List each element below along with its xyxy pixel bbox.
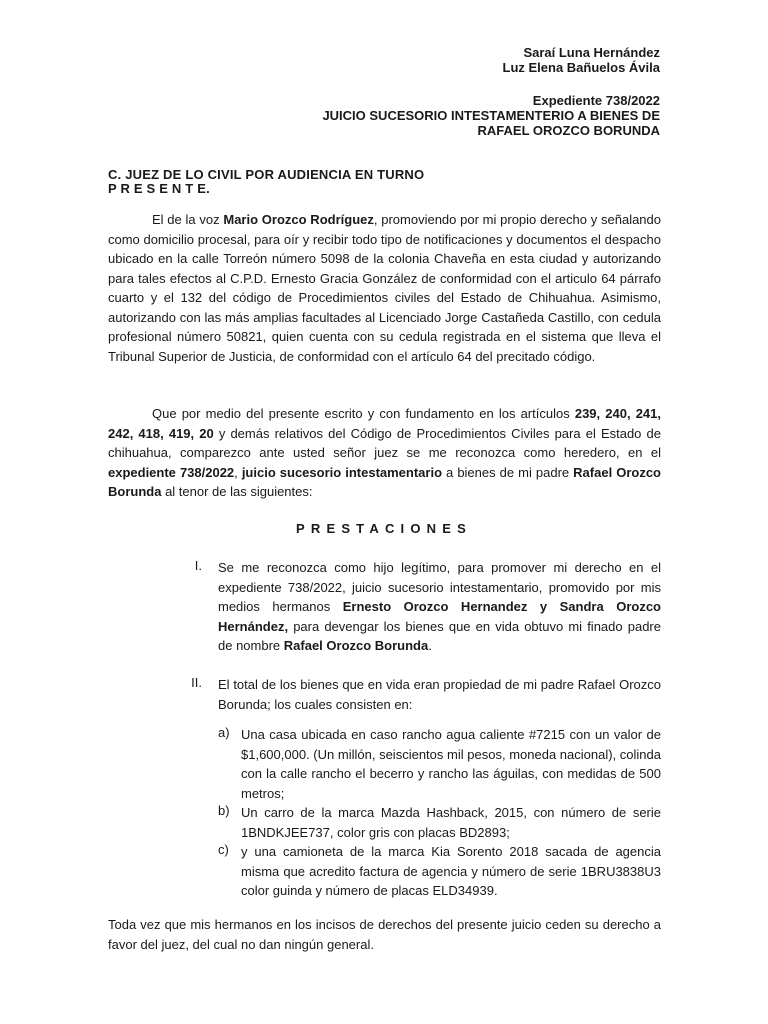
father-name: Rafael Orozco Borunda bbox=[283, 638, 429, 653]
section-heading: PRESTACIONES bbox=[295, 521, 472, 536]
subitem-letter: c) bbox=[218, 842, 229, 857]
prestacion-item-1 bbox=[218, 558, 661, 656]
author-block bbox=[503, 45, 661, 75]
case-reference: expediente 738/2022 bbox=[108, 464, 235, 480]
articles-list: 239, 240, 241, 242, 418, 419, 20 bbox=[108, 406, 661, 441]
subitem-letter: b) bbox=[218, 803, 230, 818]
subitem-house: Una casa ubicada en caso rancho agua caliente #7215 con un valor de $1,600,000. (Un millón, seiscientos mil pesos, moneda nacional), colinda con la calle rancho el becerro y rancho las águilas, con medidas de 500 metros; bbox=[241, 727, 661, 801]
basis-paragraph bbox=[108, 404, 661, 502]
closing-paragraph: Toda vez que mis hermanos en los incisos de derechos del presente juicio ceden su derecho a favor del juez, del cual no dan ningún general. bbox=[108, 917, 661, 952]
text-run: a bienes de mi padre bbox=[442, 464, 574, 480]
siblings-names: Ernesto Orozco Hernandez y Sandra Orozco Hernández, bbox=[218, 599, 661, 634]
text-run: , promoviendo por mi propio derecho y señalando como domicilio procesal, para oír y recibir todo tipo de notificaciones y documentos el despacho ubicado en la calle Torreón número 5098 de la colonia Chaveña en esta ciudad y autorizando para tales efectos al C.P.D. Ernesto Gracia González de conformidad con el articulo 64 párrafo cuarto y el 132 del código de Procedimientos civiles del Estado de Chihuahua. Asimismo, autorizando con las más amplias facultades al Licenciado Jorge Castañeda Castillo, con cedula profesional número 50821, quien cuenta con su cedula registrada en el sistema que lleva el Tribunal Superior de Justicia, de conformidad con el artículo 64 del precitado código. bbox=[108, 212, 661, 364]
case-number: Expediente 738/2022 bbox=[532, 93, 660, 108]
item-number: I. bbox=[194, 558, 202, 573]
case-title-line-2: RAFAEL OROZCO BORUNDA bbox=[477, 123, 660, 138]
case-block bbox=[322, 93, 660, 138]
subitem-car: Un carro de la marca Mazda Hashback, 2015, con número de serie 1BNDKJEE737, color gris con placas BD2893; bbox=[241, 805, 661, 840]
text-run: , bbox=[234, 464, 242, 480]
text-run: . bbox=[428, 638, 432, 653]
addressee-line-1: C. JUEZ DE LO CIVIL POR AUDIENCIA EN TURNO bbox=[108, 167, 425, 182]
text-run: Que por medio del presente escrito y con fundamento en los artículos bbox=[152, 406, 575, 421]
subitem-truck: y una camioneta de la marca Kia Sorento 2018 sacada de agencia misma que acredito factura de agencia y número de serie 1BRU3838U3 color guinda y número de placas ELD34939. bbox=[241, 844, 661, 898]
intro-paragraph bbox=[108, 210, 661, 366]
text-run: El de la voz bbox=[152, 212, 224, 227]
trial-type: juicio sucesorio intestamentario bbox=[241, 464, 443, 480]
deceased-name: Rafael Orozco Borunda bbox=[108, 464, 661, 499]
text-run: al tenor de las siguientes: bbox=[161, 484, 313, 499]
addressee-line-2: P R E S E N T E. bbox=[108, 181, 210, 196]
text-run: Se me reconozca como hijo legítimo, para promover mi derecho en el expediente 738/2022, juicio sucesorio intestamentario, promovido por mis medios hermanos bbox=[218, 560, 661, 614]
subitem-letter: a) bbox=[218, 725, 230, 740]
text-run: y demás relativos del Código de Procedimientos Civiles para el Estado de chihuahua, comparezco ante usted señor juez se me reconozca como heredero, en el bbox=[108, 425, 661, 460]
case-title-line-1: JUICIO SUCESORIO INTESTAMENTERIO A BIENES DE bbox=[322, 108, 660, 123]
author-name-2: Luz Elena Bañuelos Ávila bbox=[502, 60, 660, 75]
author-name-1: Saraí Luna Hernández bbox=[523, 45, 660, 60]
addressee bbox=[108, 168, 424, 196]
text-run: para devengar los bienes que en vida obtuvo mi finado padre de nombre bbox=[218, 618, 661, 653]
prestacion-item-2: El total de los bienes que en vida eran propiedad de mi padre Rafael Orozco Borunda; los cuales consisten en: bbox=[218, 677, 661, 712]
promoter-name: Mario Orozco Rodríguez bbox=[223, 212, 374, 227]
item-number: II. bbox=[191, 675, 202, 690]
